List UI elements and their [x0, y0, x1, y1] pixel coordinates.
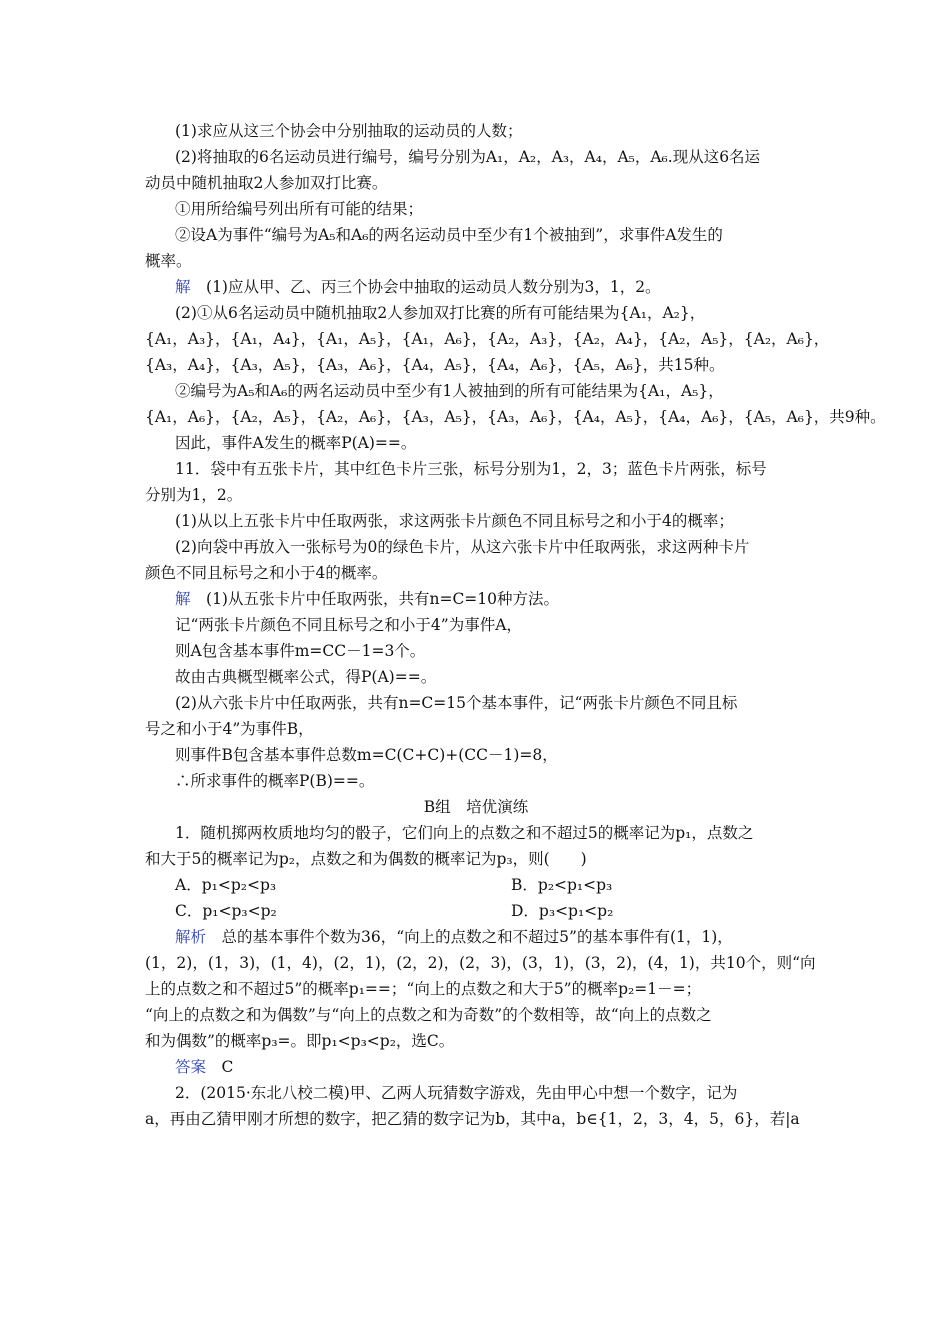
text-line: 2．(2015·东北八校二模)甲、乙两人玩猜数字游戏，先由甲心中想一个数字，记为 — [175, 1084, 738, 1102]
text-line: {A₃，A₄}，{A₃，A₅}，{A₃，A₆}，{A₄，A₅}，{A₄，A₆}，{A₅，A₆}，共15种。 — [145, 356, 725, 374]
choice-option: D．p₃<p₁<p₂ — [511, 902, 614, 920]
choice-option: A．p₁<p₂<p₃ — [175, 876, 277, 894]
answer-text: 总的基本事件个数为36，“向上的点数之和不超过5”的基本事件有(1，1)， — [206, 928, 733, 946]
text-line: “向上的点数之和为偶数”与“向上的点数之和为奇数”的个数相等，故“向上的点数之 — [145, 1006, 712, 1024]
text-line — [145, 1054, 807, 1080]
text-line: (1，2)，(1，3)，(1，4)，(2，1)，(2，2)，(2，3)，(3，1)，(3，2)，(4，1)，共10个，则“向 — [145, 954, 816, 972]
text-line: 和大于5的概率记为p₂，点数之和为偶数的概率记为p₃，则( ) — [145, 850, 587, 868]
text-line: 颜色不同且标号之和小于4的概率。 — [145, 564, 388, 582]
text-line: (2)①从6名运动员中随机抽取2人参加双打比赛的所有可能结果为{A₁，A₂}， — [175, 304, 706, 322]
document-page — [145, 118, 886, 1132]
text-line: 概率。 — [145, 252, 192, 270]
section-heading: B组 培优演练 — [423, 798, 529, 816]
answer-label: 答案 — [175, 1058, 207, 1076]
answer-label: 解 — [175, 278, 191, 296]
text-line: 因此，事件A发生的概率P(A)==。 — [175, 434, 417, 452]
choice-options — [145, 898, 807, 924]
text-line: 故由古典概型概率公式，得P(A)==。 — [175, 668, 437, 686]
text-line: (2)从六张卡片中任取两张，共有n=C=15个基本事件，记“两张卡片颜色不同且标 — [175, 694, 738, 712]
text-line: 上的点数之和不超过5”的概率p₁==；“向上的点数之和大于5”的概率p₂=1－=； — [145, 980, 702, 998]
text-line: 则事件B包含基本事件总数m=C(C+C)+(CC－1)=8， — [175, 746, 558, 764]
text-line: 号之和小于4”为事件B， — [145, 720, 314, 738]
answer-text: (1)应从甲、乙、丙三个协会中抽取的运动员人数分别为3，1，2。 — [190, 278, 661, 296]
text-line — [145, 274, 807, 300]
text-line: 11．袋中有五张卡片，其中红色卡片三张，标号分别为1，2，3；蓝色卡片两张，标号 — [175, 460, 767, 478]
choice-option: C．p₁<p₃<p₂ — [175, 902, 277, 920]
text-line: ①用所给编号列出所有可能的结果； — [175, 200, 424, 218]
text-line: 记“两张卡片颜色不同且标号之和小于4”为事件A， — [175, 616, 522, 634]
text-line: (1)从以上五张卡片中任取两张，求这两张卡片颜色不同且标号之和小于4的概率； — [175, 512, 734, 530]
text-line: a，再由乙猜甲刚才所想的数字，把乙猜的数字记为b，其中a，b∈{1，2，3，4，5，6}，若|a — [145, 1110, 800, 1128]
text-line: ∴所求事件的概率P(B)==。 — [175, 772, 375, 790]
text-line: 分别为1，2。 — [145, 486, 243, 504]
text-line: 和为偶数”的概率p₃=。即p₁<p₃<p₂，选C。 — [145, 1032, 455, 1050]
text-line: 则A包含基本事件m=CC－1=3个。 — [175, 642, 426, 660]
text-line — [145, 924, 807, 950]
answer-text: (1)从五张卡片中任取两张，共有n=C=10种方法。 — [190, 590, 560, 608]
text-line: (2)向袋中再放入一张标号为0的绿色卡片，从这六张卡片中任取两张，求这两种卡片 — [175, 538, 750, 556]
text-line: ②设A为事件“编号为A₅和A₆的两名运动员中至少有1个被抽到”，求事件A发生的 — [175, 226, 723, 244]
text-line: 1．随机掷两枚质地均匀的骰子，它们向上的点数之和不超过5的概率记为p₁，点数之 — [175, 824, 754, 842]
choice-options — [145, 872, 807, 898]
answer-text: C — [206, 1058, 234, 1076]
text-line: {A₁，A₃}，{A₁，A₄}，{A₁，A₅}，{A₁，A₆}，{A₂，A₃}，{A₂，A₄}，{A₂，A₅}，{A₂，A₆}， — [145, 330, 830, 348]
answer-label: 解 — [175, 590, 191, 608]
answer-label: 解析 — [175, 928, 207, 946]
text-line: 动员中随机抽取2人参加双打比赛。 — [145, 174, 388, 192]
text-line: (2)将抽取的6名运动员进行编号，编号分别为A₁，A₂，A₃，A₄，A₅，A₆.现从这6名运 — [175, 148, 761, 166]
text-line — [145, 586, 807, 612]
text-line: (1)求应从这三个协会中分别抽取的运动员的人数； — [175, 122, 523, 140]
choice-option: B．p₂<p₁<p₃ — [511, 876, 613, 894]
text-line: {A₁，A₆}，{A₂，A₅}，{A₂，A₆}，{A₃，A₅}，{A₃，A₆}，{A₄，A₅}，{A₄，A₆}，{A₅，A₆}，共9种。 — [145, 408, 886, 426]
text-line: ②编号为A₅和A₆的两名运动员中至少有1人被抽到的所有可能结果为{A₁，A₅}， — [175, 382, 724, 400]
